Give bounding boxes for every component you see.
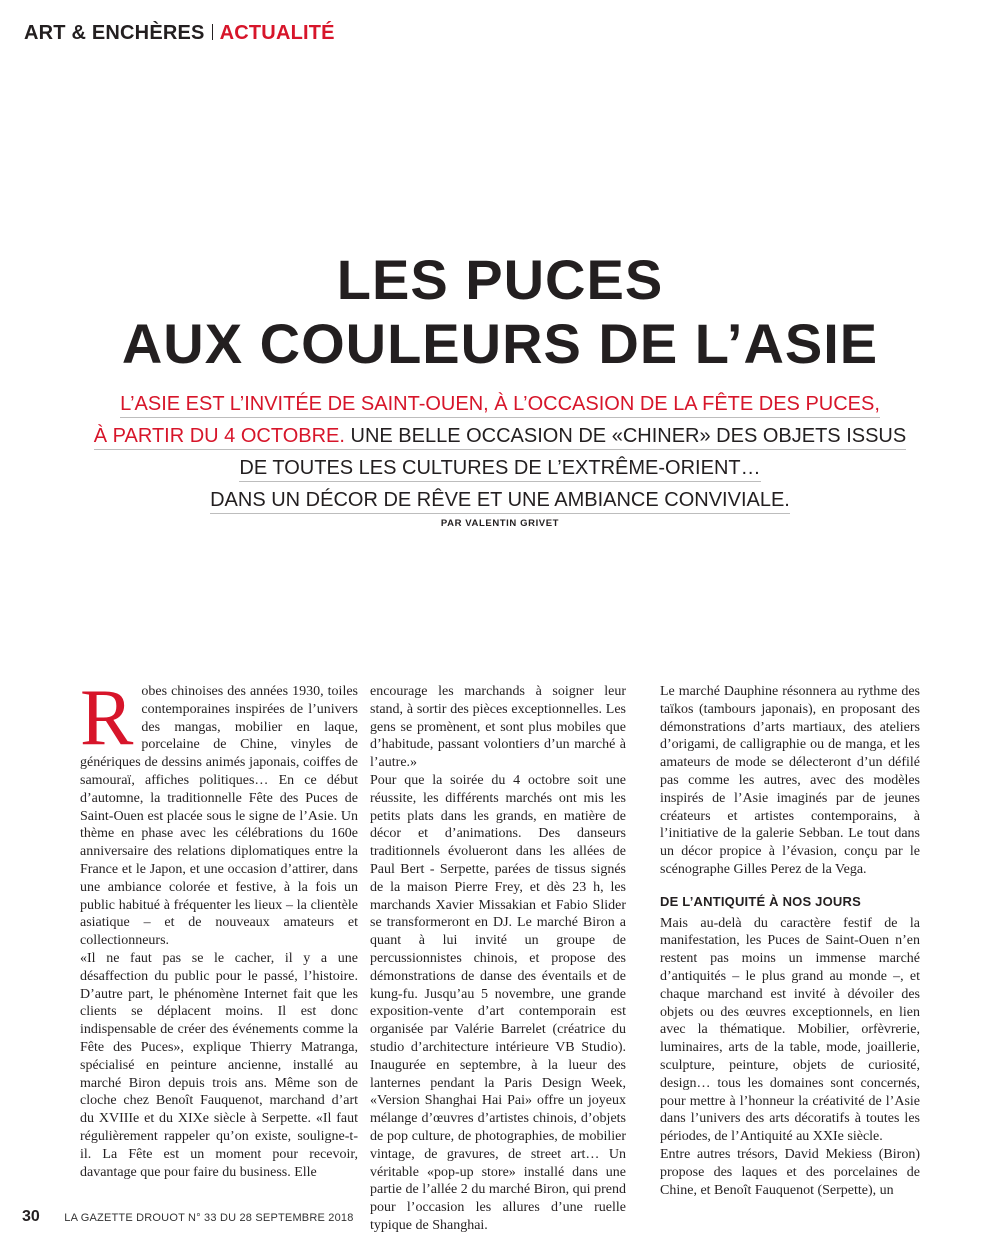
article-paragraph: Entre autres trésors, David Mekiess (Biron) propose des laques et des porcelaines de Chine, et Benoît Fauquenot (Serpette), un [660,1146,920,1198]
byline: PAR VALENTIN GRIVET [440,518,560,529]
standfirst [0,388,1000,516]
paragraph-text: obes chinoises des années 1930, toiles contemporaines inspirées de l’univers des mangas, mobilier en laque, porcelaine de Chine, vinyles de génériques de dessins animés japonais, coiffes de samouraï, affiches politiques… En ce début d’automne, la traditionnelle Fête des Puces de Saint-Ouen est placée sous le signe de l’Asie. Un thème en phase avec les célébrations du 160e anniversaire des relations diplomatiques entre la France et le Japon, et une occasion d’attirer, dans une ambiance colorée et festive, à la fois un public habitué à fréquenter les lieux – la clientèle asiatique – et de nouveaux amateurs et collectionneurs. [80,684,358,949]
standfirst-line-2-highlight: À PARTIR DU 4 OCTOBRE. [93,425,345,447]
section-header [24,22,335,45]
standfirst-line-4: DANS UN DÉCOR DE RÊVE ET UNE AMBIANCE CONVIVIALE. [210,489,790,514]
section-label: ART & ENCHÈRES [24,22,205,44]
article-paragraph: «Il ne faut pas se le cacher, il y a une désaffection du public pour le passé, l’histoire. D’autre part, le phénomène Internet fait que les clients se déplacent moins. Il est donc indispensable de créer des événements comme la Fête des Puces», explique Thierry Matranga, spécialisé en peinture ancienne, installé au marché Biron depuis trois ans. Même son de cloche chez Benoît Fauquenot, marchand d’art du XVIIIe et du XIXe siècle à Serpette. «Il faut régulièrement rappeler qu’on existe, souligne-t-il. La Fête est un moment pour recevoir, davantage que pour faire du business. Elle [80,950,358,1180]
title-line-2: AUX COULEURS DE L’ASIE [121,312,879,375]
article-subhead: DE L’ANTIQUITÉ À NOS JOURS [660,893,861,909]
article-paragraph [80,674,358,950]
article-paragraph: encourage les marchands à soigner leur stand, à sortir des pièces exceptionnelles. Les gens se promènent, et sont plus mobiles que d’habitude, passant volontiers d’un marché à l’autre.» [370,684,626,771]
article-title [0,248,1000,376]
category-label: ACTUALITÉ [219,22,335,44]
article-column-1 [80,674,358,1181]
publication-info: LA GAZETTE DROUOT N° 33 DU 28 SEPTEMBRE 2018 [64,1212,354,1224]
standfirst-line-2: UNE BELLE OCCASION DE «CHINER» DES OBJETS ISSUS [344,425,907,447]
article-paragraph: Le marché Dauphine résonnera au rythme des taïkos (tambours japonais), en proposant des démonstrations d’arts martiaux, des ateliers d’origami, de calligraphie ou de manga, et les amateurs de mode se délecteront d’un défilé pas comme les autres, avec des modèles inspirés de l’Asie imaginés par de jeunes créateurs et artistes contemporains, à l’initiative de la galerie Sebban. Le tout dans un décor propice à l’évasion, conçu par le scénographe Gilles Perez de la Vega. [660,684,920,877]
title-line-1: LES PUCES [336,248,664,311]
page-footer [22,1208,354,1226]
page-number: 30 [22,1208,40,1225]
article-paragraph: Mais au-delà du caractère festif de la manifestation, les Puces de Saint-Ouen n’en restent pas moins un immense marché d’antiquités – le plus grand au monde –, et chaque marchand est invité à dévoiler des objets ou des œuvres exceptionnels, en lien avec la thématique. Mobilier, orfèvrerie, luminaires, arts de la table, mode, joaillerie, sculpture, peinture, objets de curiosité, design… tous les domaines sont concernés, pour mettre à l’honneur la créativité de l’Asie dans l’univers des arts décoratifs à toutes les périodes, de l’Antiquité au XXIe siècle. [660,915,920,1145]
standfirst-line-1: L’ASIE EST L’INVITÉE DE SAINT-OUEN, À L’OCCASION DE LA FÊTE DES PUCES, [120,393,880,418]
standfirst-line-3: DE TOUTES LES CULTURES DE L’EXTRÊME-ORIENT… [239,457,760,482]
article-column-3 [660,683,920,1199]
article-column-2 [370,683,626,1235]
header-divider [212,24,213,40]
article-paragraph: Pour que la soirée du 4 octobre soit une réussite, les différents marchés ont mis les petits plats dans les grands, en matière de décor et d’animations. Des danseurs traditionnels évolueront dans les allées de Paul Bert - Serpette, parées de tissus signés de la maison Pierre Frey, et dès 23 h, les marchands Xavier Missakian et Fabio Slider se transformeront en DJ. Le marché Biron a quant à lui invité un groupe de percussionnistes chinois, et propose des démonstrations de danse des éventails et de kung-fu. Jusqu’au 5 novembre, une grande exposition-vente d’art contemporain est organisée par Valérie Barrelet (créatrice du studio d’architecture intérieure VB Studio). Inaugurée en septembre, à la lueur des lanternes pendant la Paris Design Week, «Version Shanghai Hai Pai» offre un joyeux mélange d’œuvres d’artistes chinois, d’objets de pop culture, de photographies, de mobilier vintage, de gravures, de street art… Un véritable «pop-up store» installé dans une partie de l’allée 2 du marché Biron, qui prend pour l’occasion les allures d’une ruelle typique de Shanghai. [370,772,626,1233]
drop-cap: R [80,674,134,762]
